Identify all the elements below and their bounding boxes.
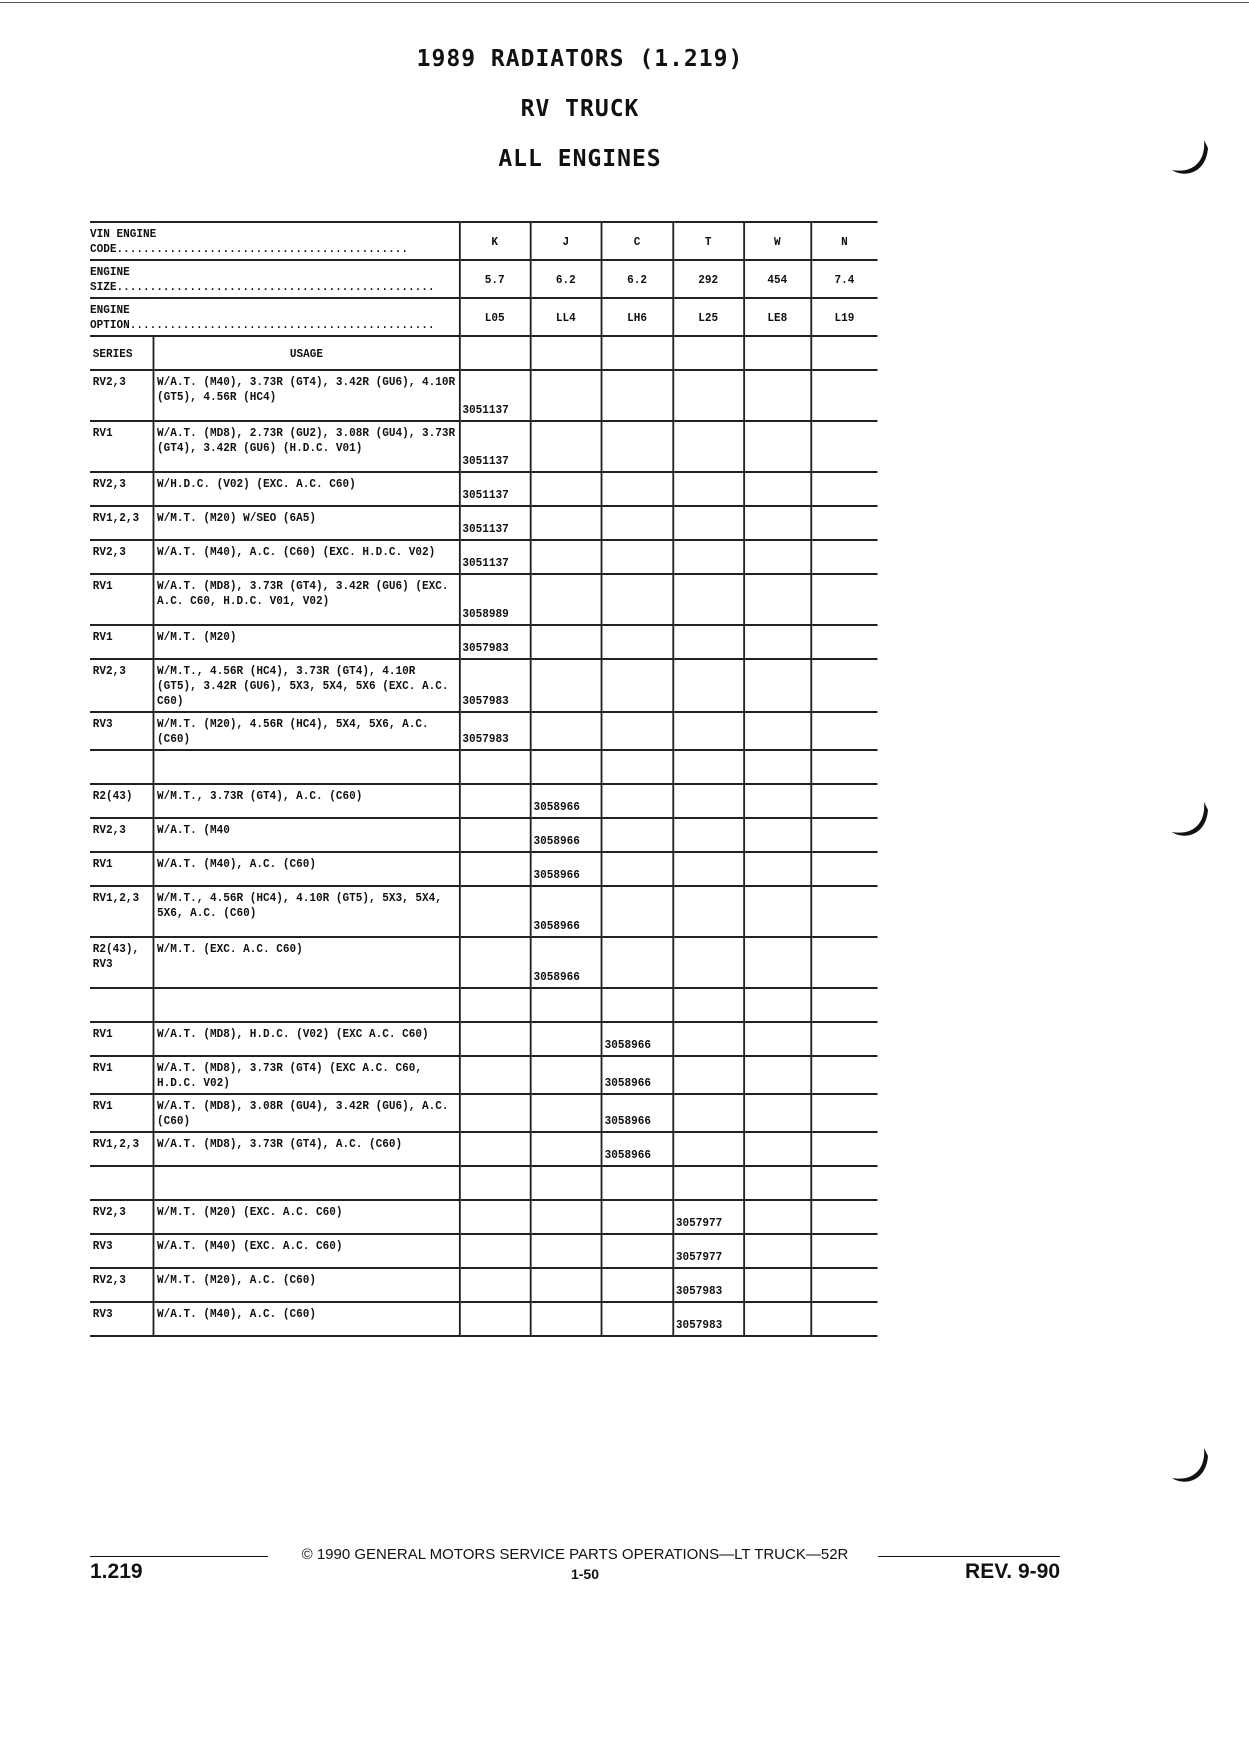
engine-option-cell: LE8 <box>744 298 811 336</box>
table-spacer-row <box>90 988 878 1022</box>
empty-cell <box>811 1056 877 1094</box>
table-row <box>90 506 878 540</box>
page-title: 1989 RADIATORS (1.219) <box>416 46 744 72</box>
empty-cell <box>744 1166 811 1200</box>
usage-cell: W/M.T., 4.56R (HC4), 3.73R (GT4), 4.10R (GT5), 3.42R (GU6), 5X3, 5X4, 5X6 (EXC. A.C. C60) <box>153 659 459 712</box>
vin-engine-code-label: VIN ENGINE CODE............................................ <box>90 222 460 260</box>
series-cell: RV1,2,3 <box>90 1132 153 1166</box>
usage-cell: W/M.T., 3.73R (GT4), A.C. (C60) <box>153 784 459 818</box>
part-number-cell: 3051137 <box>460 540 531 574</box>
empty-cell <box>531 574 602 625</box>
table-row <box>90 886 878 937</box>
binder-hole-mark <box>1168 1446 1210 1488</box>
empty-cell <box>744 540 811 574</box>
engine-option-cell: L05 <box>460 298 531 336</box>
column-header-row <box>90 336 878 370</box>
empty-cell <box>673 659 744 712</box>
empty-cell <box>744 506 811 540</box>
series-cell: R2(43) <box>90 784 153 818</box>
series-cell: RV2,3 <box>90 659 153 712</box>
empty-cell <box>460 818 531 852</box>
empty-cell <box>673 370 744 421</box>
empty-cell <box>744 574 811 625</box>
table-row <box>90 1056 878 1094</box>
empty-cell <box>531 1166 602 1200</box>
empty-cell <box>744 336 811 370</box>
empty-cell <box>811 784 877 818</box>
table-row <box>90 1302 878 1336</box>
empty-cell <box>673 750 744 784</box>
empty-cell <box>460 1302 531 1336</box>
empty-cell <box>602 625 673 659</box>
engine-code-cell: C <box>602 222 673 260</box>
series-cell: RV2,3 <box>90 1268 153 1302</box>
usage-cell: W/A.T. (MD8), 3.73R (GT4), 3.42R (GU6) (EXC. A.C. C60, H.D.C. V01, V02) <box>153 574 459 625</box>
vin-engine-code-row <box>90 222 878 260</box>
part-number-cell: 3051137 <box>460 370 531 421</box>
engine-code-cell: N <box>811 222 877 260</box>
empty-cell <box>811 886 877 937</box>
empty-cell <box>460 937 531 988</box>
table-row <box>90 1132 878 1166</box>
series-cell: RV1 <box>90 574 153 625</box>
empty-cell <box>531 625 602 659</box>
engine-option-label: ENGINE OPTION.............................................. <box>90 298 460 336</box>
page-subtitle: RV TRUCK <box>520 96 640 122</box>
empty-cell <box>811 1132 877 1166</box>
empty-cell <box>531 472 602 506</box>
empty-cell <box>811 336 877 370</box>
empty-cell <box>602 659 673 712</box>
engine-code-cell: J <box>531 222 602 260</box>
footer-copyright: © 1990 GENERAL MOTORS SERVICE PARTS OPERATIONS—LT TRUCK—52R <box>301 1546 849 1563</box>
part-number-cell: 3057983 <box>460 712 531 750</box>
engine-size-cell: 6.2 <box>602 260 673 298</box>
series-cell: RV3 <box>90 1234 153 1268</box>
part-number-cell: 3051137 <box>460 472 531 506</box>
empty-cell <box>602 750 673 784</box>
usage-cell: W/M.T. (EXC. A.C. C60) <box>153 937 459 988</box>
table-row <box>90 574 878 625</box>
empty-cell <box>673 818 744 852</box>
empty-cell <box>811 540 877 574</box>
empty-cell <box>744 818 811 852</box>
empty-cell <box>531 1200 602 1234</box>
empty-cell <box>744 1056 811 1094</box>
empty-cell <box>602 1166 673 1200</box>
table-spacer-row <box>90 750 878 784</box>
empty-cell <box>602 1200 673 1234</box>
empty-cell <box>531 1056 602 1094</box>
empty-cell <box>744 659 811 712</box>
usage-cell: W/A.T. (MD8), 3.73R (GT4), A.C. (C60) <box>153 1132 459 1166</box>
empty-cell <box>811 472 877 506</box>
top-edge-rule <box>0 2 1249 3</box>
empty-cell <box>811 1166 877 1200</box>
series-cell: RV1 <box>90 1022 153 1056</box>
empty-cell <box>602 712 673 750</box>
empty-cell <box>602 818 673 852</box>
empty-cell <box>811 506 877 540</box>
empty-cell <box>811 574 877 625</box>
empty-cell <box>673 712 744 750</box>
empty-cell <box>811 852 877 886</box>
empty-cell <box>673 336 744 370</box>
part-number-cell: 3058966 <box>531 784 602 818</box>
empty-cell <box>602 370 673 421</box>
engine-code-cell: T <box>673 222 744 260</box>
empty-cell <box>744 625 811 659</box>
empty-cell <box>531 336 602 370</box>
table-row <box>90 1022 878 1056</box>
table-row <box>90 659 878 712</box>
empty-cell <box>673 472 744 506</box>
table-row <box>90 540 878 574</box>
empty-cell <box>744 1234 811 1268</box>
empty-cell <box>460 1022 531 1056</box>
table-row <box>90 1234 878 1268</box>
empty-cell <box>744 988 811 1022</box>
series-cell: RV2,3 <box>90 818 153 852</box>
empty-cell <box>602 1302 673 1336</box>
empty-cell <box>602 1234 673 1268</box>
empty-cell <box>602 937 673 988</box>
empty-cell <box>531 1094 602 1132</box>
empty-cell <box>460 336 531 370</box>
empty-cell <box>673 625 744 659</box>
empty-cell <box>744 1094 811 1132</box>
empty-cell <box>811 1200 877 1234</box>
empty-cell <box>531 659 602 712</box>
table-row <box>90 421 878 472</box>
usage-cell: W/A.T. (MD8), H.D.C. (V02) (EXC A.C. C60) <box>153 1022 459 1056</box>
series-cell: RV1 <box>90 625 153 659</box>
usage-cell: W/A.T. (M40) (EXC. A.C. C60) <box>153 1234 459 1268</box>
empty-cell <box>744 852 811 886</box>
empty-cell <box>811 421 877 472</box>
empty-cell <box>673 1166 744 1200</box>
engine-code-cell: K <box>460 222 531 260</box>
empty-cell <box>744 1200 811 1234</box>
binder-hole-mark <box>1168 800 1210 842</box>
part-number-cell: 3057977 <box>673 1200 744 1234</box>
series-cell: RV2,3 <box>90 1200 153 1234</box>
table-row <box>90 712 878 750</box>
empty-cell <box>531 1234 602 1268</box>
usage-column-header: USAGE <box>153 336 459 370</box>
usage-cell <box>153 1166 459 1200</box>
part-number-cell: 3058966 <box>602 1132 673 1166</box>
usage-cell: W/H.D.C. (V02) (EXC. A.C. C60) <box>153 472 459 506</box>
series-cell: RV3 <box>90 1302 153 1336</box>
empty-cell <box>602 506 673 540</box>
empty-cell <box>460 1094 531 1132</box>
empty-cell <box>744 886 811 937</box>
empty-cell <box>460 1132 531 1166</box>
footer-section-number: 1.219 <box>90 1560 143 1583</box>
empty-cell <box>811 659 877 712</box>
engine-size-label: ENGINE SIZE................................................ <box>90 260 460 298</box>
part-number-cell: 3058966 <box>531 852 602 886</box>
empty-cell <box>744 472 811 506</box>
footer-revision: REV. 9-90 <box>965 1560 1060 1583</box>
table-row <box>90 625 878 659</box>
part-number-cell: 3058966 <box>531 886 602 937</box>
part-number-cell: 3057983 <box>460 659 531 712</box>
engine-option-cell: L25 <box>673 298 744 336</box>
engine-size-cell: 292 <box>673 260 744 298</box>
engine-option-cell: L19 <box>811 298 877 336</box>
empty-cell <box>602 886 673 937</box>
series-cell: RV2,3 <box>90 370 153 421</box>
table-spacer-row <box>90 1166 878 1200</box>
engine-size-cell: 5.7 <box>460 260 531 298</box>
empty-cell <box>602 540 673 574</box>
footer-page-number: 1-50 <box>570 1566 600 1582</box>
table-row <box>90 818 878 852</box>
table-row <box>90 937 878 988</box>
empty-cell <box>531 1268 602 1302</box>
part-number-cell: 3058966 <box>531 818 602 852</box>
series-cell: RV2,3 <box>90 472 153 506</box>
table-row <box>90 1268 878 1302</box>
empty-cell <box>811 1268 877 1302</box>
empty-cell <box>744 370 811 421</box>
table-row <box>90 852 878 886</box>
empty-cell <box>460 852 531 886</box>
part-number-cell: 3057983 <box>460 625 531 659</box>
series-cell: RV3 <box>90 712 153 750</box>
empty-cell <box>673 886 744 937</box>
engine-code-cell: W <box>744 222 811 260</box>
usage-cell: W/M.T. (M20) W/SEO (6A5) <box>153 506 459 540</box>
series-cell: RV1,2,3 <box>90 506 153 540</box>
usage-cell: W/M.T. (M20) (EXC. A.C. C60) <box>153 1200 459 1234</box>
empty-cell <box>602 1268 673 1302</box>
engine-size-cell: 6.2 <box>531 260 602 298</box>
empty-cell <box>460 988 531 1022</box>
usage-cell: W/A.T. (M40), A.C. (C60) <box>153 852 459 886</box>
usage-cell: W/M.T., 4.56R (HC4), 4.10R (GT5), 5X3, 5X4, 5X6, A.C. (C60) <box>153 886 459 937</box>
empty-cell <box>531 1302 602 1336</box>
empty-cell <box>811 1234 877 1268</box>
series-cell <box>90 988 153 1022</box>
empty-cell <box>673 1094 744 1132</box>
part-number-cell: 3051137 <box>460 421 531 472</box>
empty-cell <box>460 750 531 784</box>
table-row <box>90 370 878 421</box>
empty-cell <box>811 625 877 659</box>
empty-cell <box>811 1094 877 1132</box>
engine-size-row <box>90 260 878 298</box>
part-number-cell: 3058966 <box>602 1022 673 1056</box>
usage-cell: W/A.T. (M40), A.C. (C60) <box>153 1302 459 1336</box>
radiator-parts-table <box>90 221 878 1337</box>
series-cell: RV1 <box>90 852 153 886</box>
usage-cell: W/M.T. (M20), 4.56R (HC4), 5X4, 5X6, A.C. (C60) <box>153 712 459 750</box>
empty-cell <box>673 540 744 574</box>
empty-cell <box>460 784 531 818</box>
empty-cell <box>531 421 602 472</box>
part-number-cell: 3057983 <box>673 1268 744 1302</box>
usage-cell: W/A.T. (MD8), 2.73R (GU2), 3.08R (GU4), 3.73R (GT4), 3.42R (GU6) (H.D.C. V01) <box>153 421 459 472</box>
empty-cell <box>673 988 744 1022</box>
empty-cell <box>744 712 811 750</box>
usage-cell: W/M.T. (M20), A.C. (C60) <box>153 1268 459 1302</box>
empty-cell <box>673 506 744 540</box>
page-subtitle-engines: ALL ENGINES <box>498 146 662 172</box>
empty-cell <box>673 852 744 886</box>
table-row <box>90 784 878 818</box>
part-number-cell: 3051137 <box>460 506 531 540</box>
empty-cell <box>460 1268 531 1302</box>
series-column-header: SERIES <box>90 336 153 370</box>
series-cell: RV1 <box>90 421 153 472</box>
empty-cell <box>673 574 744 625</box>
empty-cell <box>811 1302 877 1336</box>
series-cell: RV1 <box>90 1094 153 1132</box>
empty-cell <box>811 937 877 988</box>
empty-cell <box>673 1132 744 1166</box>
series-cell: R2(43), RV3 <box>90 937 153 988</box>
usage-cell: W/A.T. (MD8), 3.73R (GT4) (EXC A.C. C60, H.D.C. V02) <box>153 1056 459 1094</box>
empty-cell <box>811 370 877 421</box>
series-cell: RV2,3 <box>90 540 153 574</box>
table-row <box>90 472 878 506</box>
empty-cell <box>673 1022 744 1056</box>
engine-size-cell: 454 <box>744 260 811 298</box>
empty-cell <box>531 988 602 1022</box>
binder-hole-mark <box>1168 138 1210 180</box>
empty-cell <box>602 988 673 1022</box>
empty-cell <box>531 1022 602 1056</box>
empty-cell <box>460 1234 531 1268</box>
empty-cell <box>744 1268 811 1302</box>
series-cell <box>90 750 153 784</box>
empty-cell <box>602 852 673 886</box>
empty-cell <box>602 574 673 625</box>
usage-cell <box>153 988 459 1022</box>
empty-cell <box>602 421 673 472</box>
empty-cell <box>531 370 602 421</box>
engine-size-cell: 7.4 <box>811 260 877 298</box>
empty-cell <box>811 988 877 1022</box>
empty-cell <box>602 336 673 370</box>
footer-rule-right <box>878 1556 1060 1557</box>
usage-cell <box>153 750 459 784</box>
empty-cell <box>673 421 744 472</box>
part-number-cell: 3058989 <box>460 574 531 625</box>
empty-cell <box>460 1166 531 1200</box>
empty-cell <box>531 540 602 574</box>
empty-cell <box>602 784 673 818</box>
empty-cell <box>531 712 602 750</box>
part-number-cell: 3058966 <box>531 937 602 988</box>
empty-cell <box>673 1056 744 1094</box>
engine-option-cell: LL4 <box>531 298 602 336</box>
empty-cell <box>744 750 811 784</box>
footer-rule-left <box>90 1556 268 1557</box>
series-cell: RV1 <box>90 1056 153 1094</box>
series-cell: RV1,2,3 <box>90 886 153 937</box>
part-number-cell: 3057977 <box>673 1234 744 1268</box>
empty-cell <box>673 784 744 818</box>
empty-cell <box>744 937 811 988</box>
empty-cell <box>531 750 602 784</box>
table-row <box>90 1200 878 1234</box>
engine-option-row <box>90 298 878 336</box>
empty-cell <box>811 712 877 750</box>
usage-cell: W/A.T. (M40 <box>153 818 459 852</box>
empty-cell <box>531 1132 602 1166</box>
usage-cell: W/A.T. (M40), 3.73R (GT4), 3.42R (GU6), 4.10R (GT5), 4.56R (HC4) <box>153 370 459 421</box>
empty-cell <box>744 1022 811 1056</box>
part-number-cell: 3058966 <box>602 1094 673 1132</box>
empty-cell <box>460 1056 531 1094</box>
part-number-cell: 3057983 <box>673 1302 744 1336</box>
empty-cell <box>673 937 744 988</box>
table-row <box>90 1094 878 1132</box>
empty-cell <box>460 886 531 937</box>
engine-option-cell: LH6 <box>602 298 673 336</box>
empty-cell <box>811 818 877 852</box>
empty-cell <box>744 1302 811 1336</box>
empty-cell <box>811 750 877 784</box>
usage-cell: W/A.T. (MD8), 3.08R (GU4), 3.42R (GU6), A.C. (C60) <box>153 1094 459 1132</box>
usage-cell: W/M.T. (M20) <box>153 625 459 659</box>
series-cell <box>90 1166 153 1200</box>
usage-cell: W/A.T. (M40), A.C. (C60) (EXC. H.D.C. V02) <box>153 540 459 574</box>
empty-cell <box>460 1200 531 1234</box>
empty-cell <box>811 1022 877 1056</box>
empty-cell <box>744 421 811 472</box>
empty-cell <box>531 506 602 540</box>
empty-cell <box>744 784 811 818</box>
part-number-cell: 3058966 <box>602 1056 673 1094</box>
empty-cell <box>602 472 673 506</box>
empty-cell <box>744 1132 811 1166</box>
